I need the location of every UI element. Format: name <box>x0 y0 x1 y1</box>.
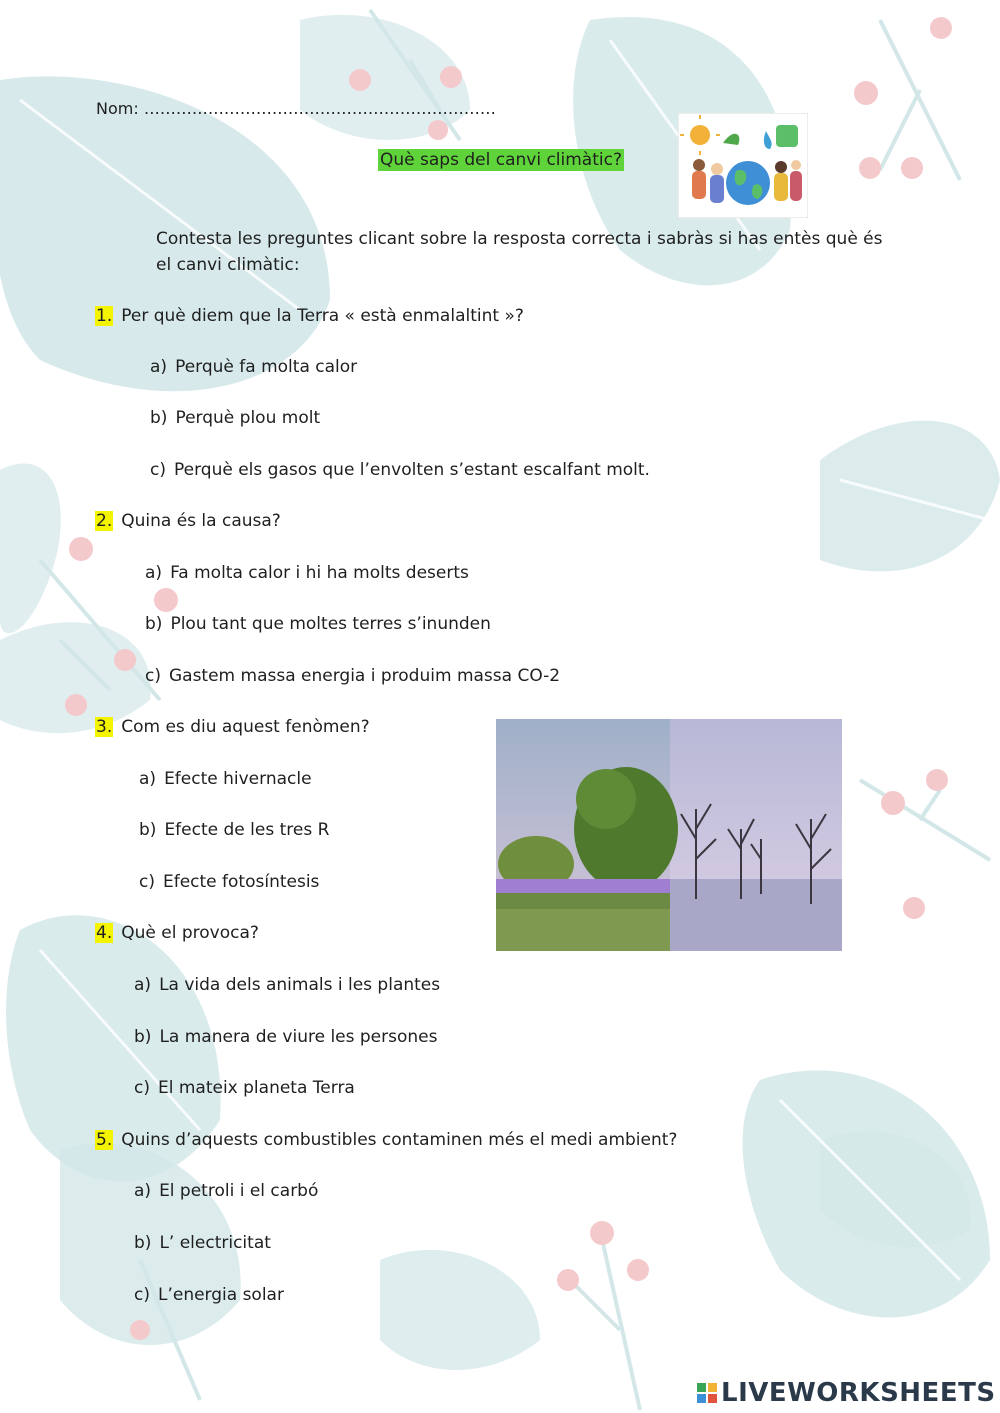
answer-option[interactable] <box>150 356 357 378</box>
option-text: Perquè fa molta calor <box>175 357 358 377</box>
option-label: c) <box>145 666 161 686</box>
liveworksheets-logo[interactable] <box>697 1378 996 1408</box>
option-label: b) <box>134 1027 152 1047</box>
answer-option[interactable] <box>139 819 329 841</box>
answer-option[interactable] <box>145 665 560 687</box>
question-number: 5. <box>96 1130 113 1150</box>
option-text: La vida dels animals i les plantes <box>159 975 441 995</box>
answer-option[interactable] <box>134 974 440 996</box>
option-label: a) <box>134 975 152 995</box>
answer-option[interactable] <box>150 407 320 429</box>
option-label: c) <box>134 1285 150 1305</box>
name-field-label[interactable]: Nom: ………………………………………………………… <box>96 99 496 118</box>
question-number: 4. <box>96 923 113 943</box>
question-text: Què el provoca? <box>121 923 259 943</box>
option-label: b) <box>150 408 168 428</box>
answer-option[interactable] <box>145 562 469 584</box>
option-label: c) <box>134 1078 150 1098</box>
question-number: 1. <box>96 306 113 326</box>
option-text: Plou tant que moltes terres s’inunden <box>170 614 491 634</box>
answer-option[interactable] <box>134 1077 355 1099</box>
question-2 <box>95 510 281 532</box>
question-text: Quina és la causa? <box>121 511 281 531</box>
logo-mark-cell <box>697 1383 706 1392</box>
instructions-line-1: Contesta les preguntes clicant sobre la resposta correcta i sabràs si has entès què és <box>156 229 883 249</box>
logo-mark-cell <box>708 1394 717 1403</box>
question-text: Per què diem que la Terra « està enmalaltint »? <box>121 306 524 326</box>
question-4 <box>95 922 259 944</box>
option-text: La manera de viure les persones <box>159 1027 438 1047</box>
option-label: b) <box>145 614 163 634</box>
question-1 <box>95 305 524 327</box>
option-label: c) <box>139 872 155 892</box>
option-text: L’ electricitat <box>159 1233 271 1253</box>
option-label: b) <box>134 1233 152 1253</box>
question-3 <box>95 716 370 738</box>
option-label: a) <box>134 1181 152 1201</box>
option-text: El petroli i el carbó <box>159 1181 319 1201</box>
instructions-line-2: el canvi climàtic: <box>156 255 300 275</box>
answer-option[interactable] <box>150 459 650 481</box>
question-text: Com es diu aquest fenòmen? <box>121 717 370 737</box>
answer-option[interactable] <box>134 1026 437 1048</box>
answer-option[interactable] <box>134 1232 271 1254</box>
page-title-text: Què saps del canvi climàtic? <box>380 150 622 170</box>
option-text: Efecte hivernacle <box>164 769 312 789</box>
option-label: a) <box>150 357 168 377</box>
option-label: b) <box>139 820 157 840</box>
answer-option[interactable] <box>134 1284 284 1306</box>
logo-text: LIVEWORKSHEETS <box>721 1378 996 1408</box>
question-5 <box>95 1129 677 1151</box>
answer-option[interactable] <box>139 768 312 790</box>
option-text: Gastem massa energia i produim massa CO-2 <box>168 666 561 686</box>
option-text: Perquè els gasos que l’envolten s’estant escalfant molt. <box>173 460 650 480</box>
climate-people-illustration <box>678 113 808 218</box>
climate-comparison-photo <box>496 719 842 951</box>
logo-mark-cell <box>697 1394 706 1403</box>
option-text: Perquè plou molt <box>175 408 321 428</box>
answer-option[interactable] <box>145 613 491 635</box>
option-text: L’energia solar <box>157 1285 284 1305</box>
logo-mark-cell <box>708 1383 717 1392</box>
option-label: c) <box>150 460 166 480</box>
answer-option[interactable] <box>134 1180 318 1202</box>
question-number: 3. <box>96 717 113 737</box>
logo-mark-icon <box>697 1383 717 1403</box>
question-number: 2. <box>96 511 113 531</box>
option-text: Efecte fotosíntesis <box>162 872 320 892</box>
option-label: a) <box>145 563 163 583</box>
question-text: Quins d’aquests combustibles contaminen més el medi ambient? <box>121 1130 678 1150</box>
option-text: Efecte de les tres R <box>164 820 330 840</box>
page-title <box>378 149 624 171</box>
option-label: a) <box>139 769 157 789</box>
answer-option[interactable] <box>139 871 319 893</box>
option-text: Fa molta calor i hi ha molts deserts <box>170 563 469 583</box>
option-text: El mateix planeta Terra <box>157 1078 355 1098</box>
